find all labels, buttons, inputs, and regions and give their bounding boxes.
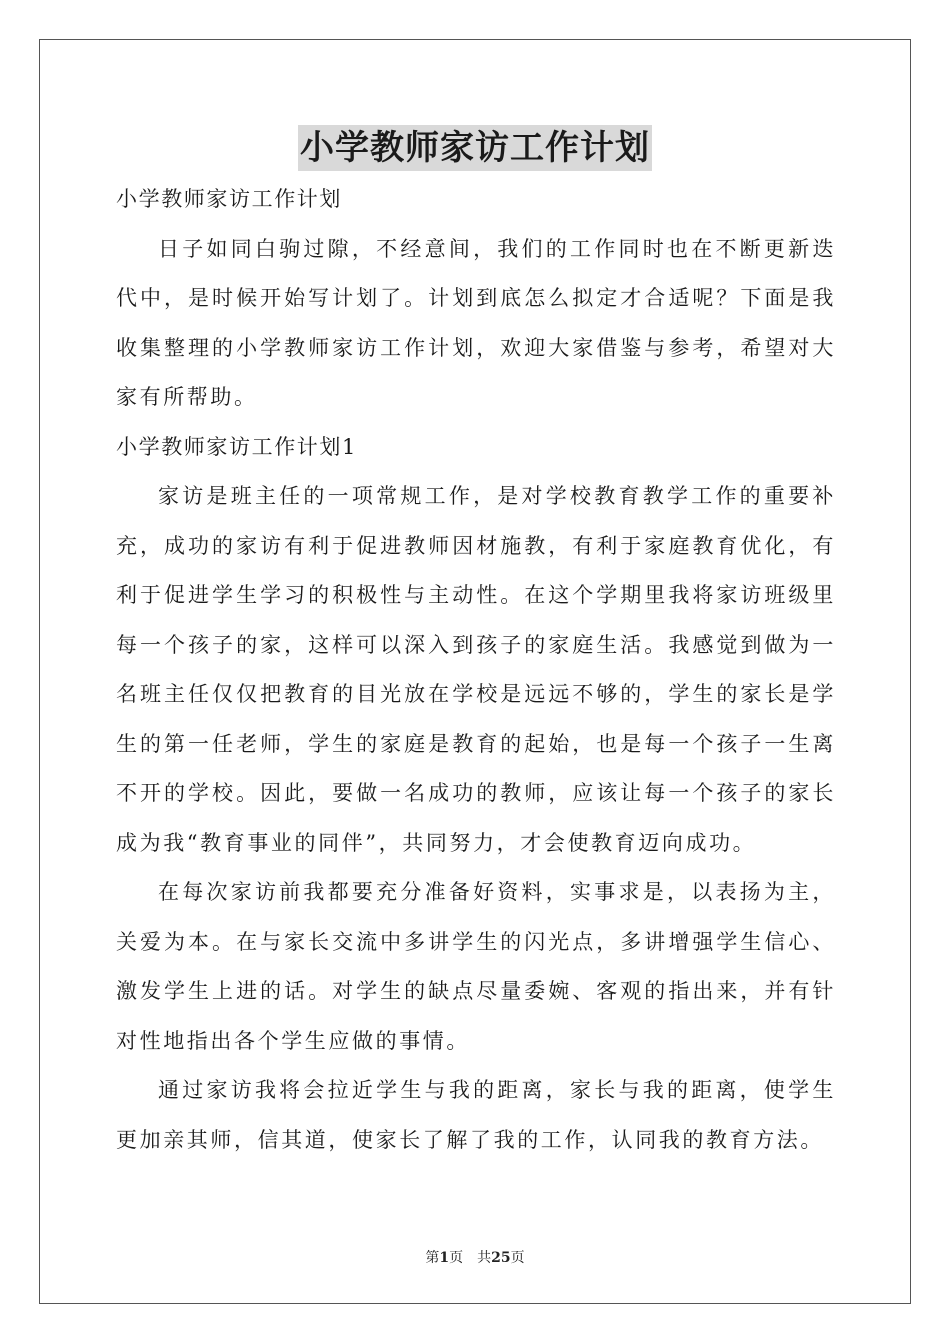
section-heading-intro: 小学教师家访工作计划 (116, 187, 342, 211)
paragraph-preparation: 在每次家访前我都要充分准备好资料，实事求是，以表扬为主，关爱为本。在与家长交流中多讲学生的闪光点，多讲增强学生信心、激发学生上进的话。对学生的缺点尽量委婉、客观的指出来，并有针对性地指出各个学生应做的事情。 (116, 880, 836, 1053)
paragraph-outcome: 通过家访我将会拉近学生与我的距离，家长与我的距离，使学生更加亲其师，信其道，使家长了解了我的工作，认同我的教育方法。 (116, 1078, 836, 1152)
page-suffix: 页 (449, 1250, 464, 1266)
total-page-count: 25 (491, 1250, 511, 1266)
document-title-wrapper (0, 125, 950, 171)
document-body (116, 175, 836, 1165)
section-heading-plan-1: 小学教师家访工作计划1 (116, 434, 357, 459)
page-footer (0, 1247, 950, 1267)
current-page-number: 1 (439, 1250, 450, 1266)
total-prefix: 共 (477, 1250, 492, 1266)
total-suffix: 页 (510, 1250, 525, 1266)
paragraph-home-visit-purpose: 家访是班主任的一项常规工作，是对学校教育教学工作的重要补充，成功的家访有利于促进教师因材施教，有利于家庭教育优化，有利于促进学生学习的积极性与主动性。在这个学期里我将家访班级里每一个孩子的家，这样可以深入到孩子的家庭生活。我感觉到做为一名班主任仅仅把教育的目光放在学校是远远不够的，学生的家长是学生的第一任老师，学生的家庭是教育的起始，也是每一个孩子一生离不开的学校。因此，要做一名成功的教师，应该让每一个孩子的家长成为我“教育事业的同伴”，共同努力，才会使教育迈向成功。 (116, 484, 836, 855)
document-title: 小学教师家访工作计划 (298, 125, 652, 171)
paragraph-intro: 日子如同白驹过隙，不经意间，我们的工作同时也在不断更新迭代中，是时候开始写计划了。计划到底怎么拟定才合适呢？下面是我收集整理的小学教师家访工作计划，欢迎大家借鉴与参考，希望对大家有所帮助。 (116, 236, 836, 409)
page-prefix: 第 (425, 1250, 440, 1266)
